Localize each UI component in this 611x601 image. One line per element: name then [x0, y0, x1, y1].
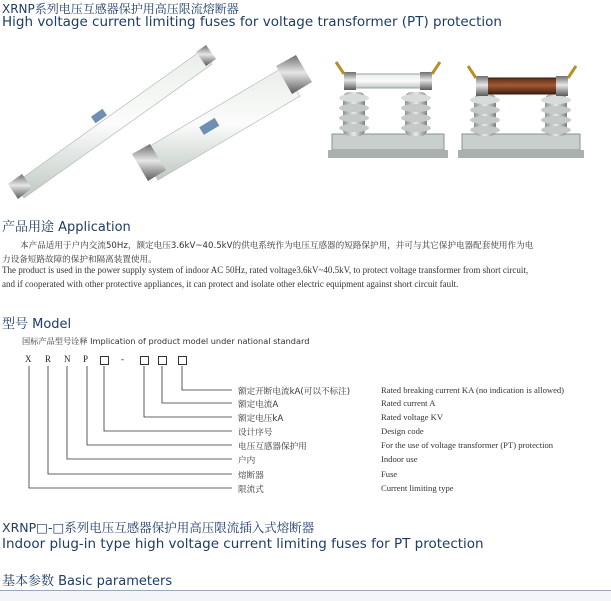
model-leader-lines [0, 366, 240, 496]
label-cn-indoor: 户内 [238, 456, 256, 466]
series2-title-en: Indoor plug-in type high voltage current limiting fuses for PT protection [2, 536, 484, 552]
label-cn-pt: 电压互感器保护用 [238, 442, 307, 452]
fuse-tube-long [8, 45, 216, 199]
label-cn-breaking: 额定开断电流kA(可以不标注) [238, 387, 351, 397]
model-note: 国标产品型号诠释 Implication of product model under national standard [22, 336, 310, 346]
params-table-top [0, 590, 611, 601]
label-en-indoor: Indoor use [381, 454, 418, 464]
label-en-breaking: Rated breaking current KA (no indication is allowed) [381, 385, 565, 395]
params-heading: 基本参数 Basic parameters [2, 574, 173, 589]
label-cn-fuse: 熔断器 [238, 471, 264, 481]
code-p: P [83, 354, 89, 364]
code-box-design [100, 356, 109, 365]
label-cn-limiting: 限流式 [238, 485, 264, 495]
label-cn-voltage: 额定电压kA [238, 414, 284, 424]
code-box-current [158, 356, 167, 365]
label-en-voltage: Rated voltage KV [381, 412, 444, 422]
application-en-line2: and if cooperated with other protective appliances, it can protect and isolate other electric equipment against short circuit fault. [2, 279, 459, 289]
page-title-cn: XRNP系列电压互感器保护用高压限流熔断器 [2, 2, 239, 16]
page-title-en: High voltage current limiting fuses for voltage transformer (PT) protection [2, 14, 502, 30]
application-heading: 产品用途 Application [2, 220, 131, 235]
code-n: N [64, 354, 71, 364]
code-box-breaking [178, 356, 187, 365]
label-en-current: Rated current A [381, 398, 436, 408]
label-en-fuse: Fuse [381, 469, 398, 479]
fuse-tube-short [132, 55, 312, 181]
label-cn-design: 设计序号 [238, 428, 273, 438]
fuse-holder-brown [458, 66, 584, 158]
application-cn-line1: 本产品适用于户内交流50Hz，额定电压3.6kV~40.5kV的供电系统作为电压互感器的短路保护用，并可与其它保护电器配套使用作为电 [20, 241, 534, 251]
label-cn-current: 额定电流A [238, 400, 279, 410]
label-en-pt: For the use of voltage transformer (PT) protection [381, 440, 554, 450]
code-x: X [25, 354, 32, 364]
application-cn-line2: 力设备短路故障的保护和隔离装置使用。 [2, 255, 157, 265]
code-r: R [45, 354, 52, 364]
application-en-line1: The product is used in the power supply system of indoor AC 50Hz, rated voltage3.6kV~40.5kV, to protect voltage transformer from short circuit, [2, 265, 529, 275]
fuse-holder-white [328, 62, 448, 158]
model-heading: 型号 Model [2, 317, 72, 332]
label-en-limiting: Current limiting type [381, 483, 454, 493]
series2-title-cn: XRNP□-□系列电压互感器保护用高压限流插入式熔断器 [2, 520, 315, 535]
code-box-voltage [140, 356, 149, 365]
code-dash: - [121, 354, 124, 364]
product-photos [0, 34, 611, 204]
label-en-design: Design code [381, 426, 424, 436]
